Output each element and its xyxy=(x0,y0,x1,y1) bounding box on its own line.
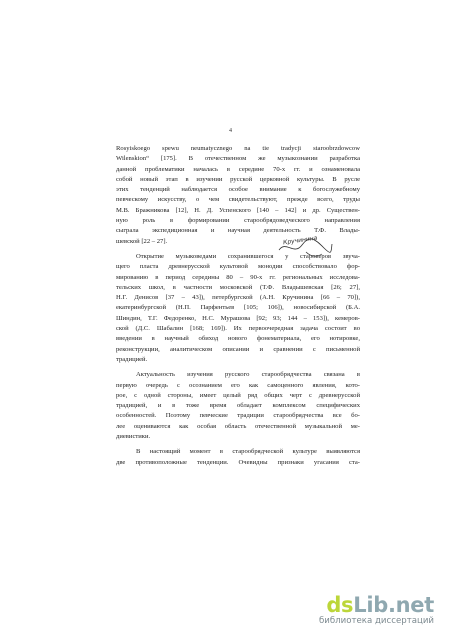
text-line: диевистики. xyxy=(116,433,151,441)
dslib-watermark[interactable] xyxy=(319,594,434,626)
text-line: лее оцениваются как особая область отечественной музыкальной ме- xyxy=(116,422,360,430)
watermark-logo-ds: ds xyxy=(326,593,354,617)
text-line: Шиндин, Т.Г. Федоренко, Н.С. Мурашова [92; 93; 144 – 153]), кемеров- xyxy=(116,314,360,322)
text-line: Rosyiskoego spewu neumatycznego na tie tradycji staroobrzdowcow xyxy=(116,145,360,152)
text-line: В настоящий момент в старообрядческой культуре выявляются xyxy=(136,448,360,456)
text-line: тельских школ, в частности московской (Т.Ф. Владышевская [26; 27], xyxy=(116,283,360,291)
text-line: данной проблематики началась в середине 70-х гг. и ознаменовала xyxy=(116,165,360,173)
text-line: щего пласта древнерусской культовой монодии способствовало фор- xyxy=(116,263,360,271)
page-number: 4 xyxy=(229,128,232,134)
handwritten-annotation: Кручинина xyxy=(282,234,318,247)
text-line: мированию в период середины 80 – 90-х гг. региональных исследова- xyxy=(116,273,360,281)
text-line: сыграла экспедиционная и научная деятельность Т.Ф. Влады- xyxy=(116,227,360,235)
text-line: певческому искусству, о чем свидетельствуют, прежде всего, труды xyxy=(116,196,360,204)
text-line: особенностей. Поэтому певческие традиции старообрядчества все бо- xyxy=(116,412,360,420)
text-line: Актуальность изучения русского старообрядчества связана в xyxy=(136,371,360,379)
text-line: ную роль в формировании старообрядоведческого направления xyxy=(116,217,360,225)
watermark-logo-lib: Lib xyxy=(353,593,388,617)
text-line: Wilenskion“ [175]. В отечественном же музыкознании разработка xyxy=(116,155,360,163)
text-line: екатеринбургской (Н.П. Парфентьев [105; 106]), новосибирской (Б.А. xyxy=(116,304,360,312)
text-line: реконструкции, аналитическом описании и сравнении с письменной xyxy=(116,345,360,353)
text-line: этих тенденций наблюдается особое внимание к богослужебному xyxy=(116,186,360,194)
watermark-logo xyxy=(319,594,434,616)
text-line: традицией. xyxy=(116,355,148,363)
text-line: рое, с одной стороны, имеет целый ряд общих черт с древнерусской xyxy=(116,391,360,399)
text-line: собой новый этап в изучении русской церковной культуры. В русле xyxy=(116,175,360,183)
watermark-logo-net: .net xyxy=(387,593,434,617)
body-text xyxy=(116,144,360,468)
text-line: М.В. Бражникова [12], Н. Д. Успенского [140 – 142] и др. Существен- xyxy=(116,206,360,214)
text-line: Открытие музыковедами сохранившегося у староверов звуча- xyxy=(136,252,360,260)
text-line: введении в научный обиход нового фонематериала, его нотировке, xyxy=(116,335,360,343)
text-line: две противоположные тенденции. Очевидны признаки угасания ста- xyxy=(116,458,360,466)
text-line: шевской [22 – 27]. xyxy=(116,237,168,245)
text-line: Н.Г. Денисов [37 – 43]), петербургской (А.Н. Кручинина [66 – 70]), xyxy=(116,294,360,302)
text-line: ской (Д.С. Шабалин [168; 169]). Их первоочередная задача состоит во xyxy=(116,325,360,333)
text-line: традицией, и в тоже время обладает комплексом специфических xyxy=(116,402,360,410)
watermark-subtitle: библиотека диссертаций xyxy=(318,616,434,626)
text-line: первую очередь с осознанием его как самоценного явления, кото- xyxy=(116,381,360,389)
